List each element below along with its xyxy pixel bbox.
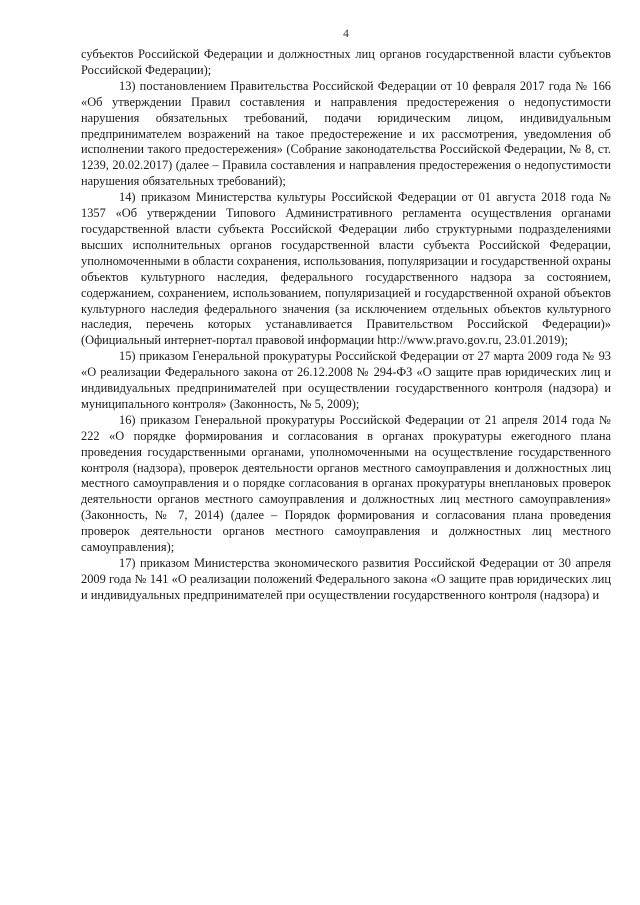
paragraph-12-continuation: субъектов Российской Федерации и должностных лиц органов государственной власти субъектов Российской Федерации);: [81, 47, 611, 77]
paragraph-15: 15) приказом Генеральной прокуратуры Российской Федерации от 27 марта 2009 года № 93 «О реализации Федерального закона от 26.12.2008 № 294-ФЗ «О защите прав юридических лиц и индивидуальных предпринимателей при осуществлении государственного контроля (надзора) и муниципального контроля» (Законность, № 5, 2009);: [81, 349, 611, 411]
paragraph-16: 16) приказом Генеральной прокуратуры Российской Федерации от 21 апреля 2014 года № 222 «О порядке формирования и согласования в органах прокуратуры ежегодного плана проведения государственными органами, уполномоченными на осуществление государственного контроля (надзора), проверок деятельности органов местного самоуправления и должностных лиц местного самоуправления и о порядке согласования в органах прокуратуры внеплановых проверок деятельности органов местного самоуправления и должностных лиц местного самоуправления» (Законность, № 7, 2014) (далее – Порядок формирования и согласования плана проведения проверок деятельности органов местного самоуправления и должностных лиц местного самоуправления);: [81, 412, 611, 555]
paragraph-13: 13) постановлением Правительства Российской Федерации от 10 февраля 2017 года № 166 «Об утверждении Правил составления и направления предостережения о недопустимости нарушения обязательных требований, подачи юридическим лицом, индивидуальным предпринимателем возражений на такое предостережение и их рассмотрения, уведомления об исполнении такого предостережения» (Собрание законодательства Российской Федерации, № 8, ст. 1239, 20.02.2017) (далее – Правила составления и направления предостережения о недопустимости нарушения обязательных требований);: [81, 78, 611, 189]
document-body: [81, 47, 611, 604]
paragraph-17: 17) приказом Министерства экономического развития Российской Федерации от 30 апреля 2009 года № 141 «О реализации положений Федерального закона «О защите прав юридических лиц и индивидуальных предпринимателей при осуществлении государственного контроля (надзора) и: [81, 556, 611, 602]
paragraph-14: 14) приказом Министерства культуры Российской Федерации от 01 августа 2018 года № 1357 «Об утверждении Типового Административного регламента осуществления органами государственной власти субъекта Российской Федерации либо структурными подразделениями высших исполнительных органов государственной власти субъекта Российской Федерации, уполномоченными в области сохранения, использования, популяризации и государственной охраны объектов культурного наследия, федерального государственного надзора за состоянием, содержанием, сохранением, использованием, популяризацией и государственной охраной объектов культурного наследия федерального значения (за исключением отдельных объектов культурного наследия, перечень которых устанавливается Правительством Российской Федерации)» (Официальный интернет-портал правовой информации http://www.pravo.gov.ru, 23.01.2019);: [81, 190, 611, 348]
document-page: [81, 0, 611, 905]
page-number: 4: [343, 28, 349, 40]
